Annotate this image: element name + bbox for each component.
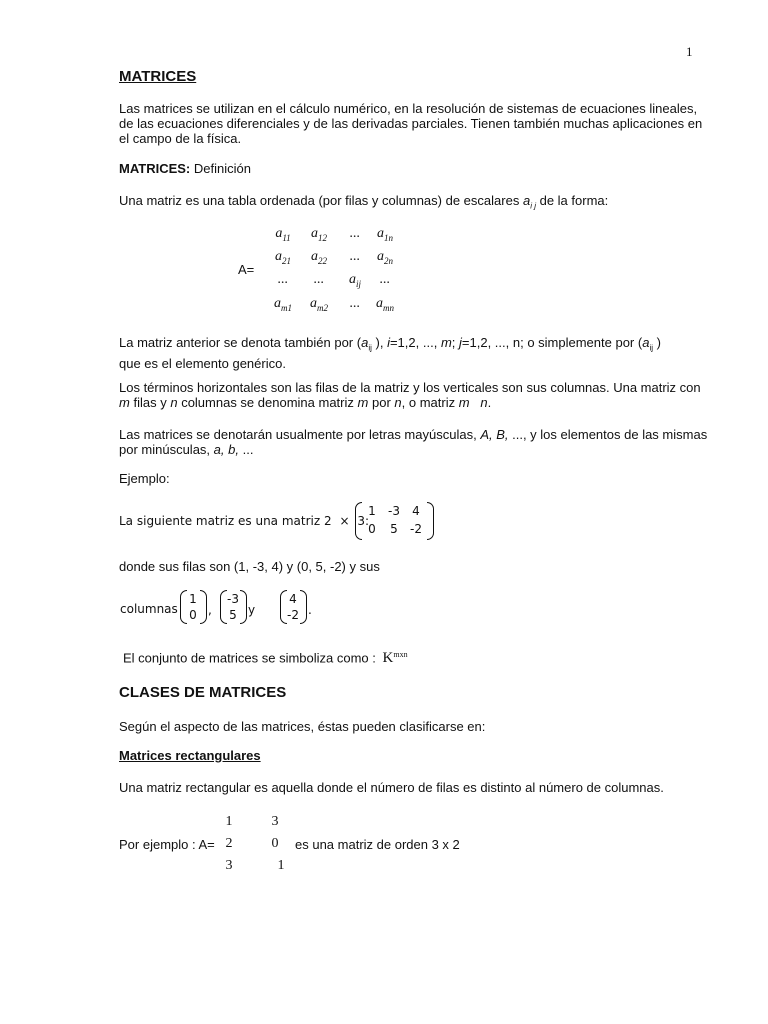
rows-text: donde sus filas son (1, -3, 4) y (0, 5, -2) y sus — [119, 559, 380, 574]
matrix-entry: ... — [349, 296, 361, 311]
right-parenthesis — [240, 590, 247, 624]
matrix-entry-subscript: 2n — [384, 255, 393, 266]
terms-text: Los términos horizontales son las filas de la matriz y los verticales son sus columnas. Una matriz con — [119, 380, 701, 395]
terms-text: por — [371, 395, 391, 410]
terms-var: m — [119, 395, 130, 410]
def-sentence-text: Una matriz es una tabla ordenada (por filas y columnas) de escalares — [119, 193, 520, 208]
matrix-entry: ... — [349, 249, 361, 264]
notation-text: La matriz anterior se denota también por ( — [119, 335, 362, 350]
matrix-entry: $a_{2n}$ — [377, 249, 393, 266]
columns-label: columnas — [120, 602, 178, 616]
matrix-entry: 2 — [225, 836, 233, 851]
columns-group — [180, 590, 320, 630]
page-title: MATRICES — [119, 68, 197, 85]
matrix-entry: $a_{12}$ — [311, 226, 327, 243]
matrix-entry: $a_{11}$ — [275, 226, 291, 243]
matrix-entry-subscript: 1n — [384, 232, 393, 243]
terms-var: m — [357, 395, 369, 410]
matrix-entry: $a_{mn}$ — [376, 296, 394, 313]
notation-text: ), — [375, 335, 384, 350]
rect-example-suffix: es una matriz de orden 3 x 2 — [295, 837, 460, 852]
matrix-entry-subscript: 11 — [282, 232, 291, 243]
def-sentence-after: de la forma: — [539, 193, 609, 208]
terms-var: m — [458, 395, 470, 410]
matrix-entry: 1 — [225, 814, 233, 829]
general-matrix — [266, 226, 416, 318]
matrix-entry: -2 — [410, 522, 422, 536]
matrix-entry-subscript: mn — [383, 302, 394, 313]
matrix-entry: ... — [277, 272, 289, 287]
matrix-entry-subscript: 21 — [282, 255, 291, 266]
subheading: Matrices rectangulares — [119, 748, 261, 763]
terms-var: n — [170, 395, 178, 410]
def-sentence-sub: i j — [530, 201, 536, 211]
column-separator: y — [248, 603, 256, 617]
definition-heading — [119, 161, 709, 176]
rect-matrix — [218, 814, 298, 874]
matrix-entry: $a_{ij}$ — [348, 272, 361, 289]
matrix-entry: ... — [349, 226, 361, 241]
matrix-entry: -2 — [287, 608, 299, 622]
example-matrix — [355, 502, 437, 542]
notation-sub: ij — [368, 343, 372, 353]
matrix-entry: -3 — [388, 504, 400, 518]
matrix-entry: $a_{m2}$ — [310, 296, 328, 313]
matrix-entry: 1 — [277, 858, 285, 873]
set-notation — [123, 650, 408, 667]
matrix-entry: 5 — [390, 522, 398, 536]
terms-text: , o matriz — [401, 395, 456, 410]
naming-text: ... — [242, 442, 254, 457]
terms-var: n — [394, 395, 402, 410]
def-sentence-var: a — [522, 193, 531, 208]
matrix-entry: 0 — [368, 522, 376, 536]
definition-label: MATRICES: — [119, 161, 191, 176]
matrix-entry: 3 — [225, 858, 233, 873]
notation-a: a — [642, 335, 650, 350]
matrix-entry: 4 — [412, 504, 420, 518]
example-label: Ejemplo: — [119, 471, 170, 486]
notation-a: a — [361, 335, 369, 350]
naming-text: Las matrices se denotarán usualmente por letras mayúsculas, — [119, 427, 477, 442]
matrix-entry: 0 — [189, 608, 197, 622]
notation-j: j — [459, 335, 462, 350]
naming-caps: A, B, — [480, 427, 509, 442]
matrix-entry-subscript: m2 — [317, 302, 328, 313]
naming-lows: a, b, — [213, 442, 239, 457]
terms-text: . — [487, 395, 492, 410]
matrix-entry: $a_{m1}$ — [274, 296, 292, 313]
column-separator: , — [208, 603, 212, 617]
matrix-entry-subscript: 12 — [318, 232, 327, 243]
classify-text: Según el aspecto de las matrices, éstas pueden clasificarse en: — [119, 719, 486, 734]
matrix-entry-subscript: 22 — [318, 255, 327, 266]
terms-text: columnas se denomina matriz — [181, 395, 354, 410]
notation-paragraph — [119, 335, 709, 371]
general-matrix-label: A= — [238, 262, 255, 277]
column-separator: . — [308, 603, 312, 617]
notation-line-2: que es el elemento genérico. — [119, 355, 286, 371]
terms-paragraph — [119, 380, 709, 410]
times-symbol: × — [339, 514, 350, 528]
right-parenthesis — [200, 590, 207, 624]
matrix-entry: ... — [379, 272, 391, 287]
section-heading: CLASES DE MATRICES — [119, 684, 287, 701]
definition-text: Definición — [193, 161, 251, 176]
page-number: 1 — [686, 44, 693, 59]
matrix-entry: $a_{22}$ — [311, 249, 327, 266]
notation-line-1 — [119, 335, 709, 356]
notation-text: =1,2, ..., — [389, 335, 438, 350]
terms-text: filas y — [133, 395, 167, 410]
intro-paragraph: Las matrices se utilizan en el cálculo numérico, en la resolución de sistemas de ecuaciones lineales, de las ecuaciones diferenciales y de las derivadas parciales. Tienen también muchas aplicaciones en el campo de la física. — [119, 101, 703, 146]
example-sentence — [119, 514, 369, 528]
notation-text: =1,2, ..., n; o simplemente por ( — [461, 335, 643, 350]
matrix-entry: $a_{1n}$ — [377, 226, 393, 243]
naming-paragraph — [119, 427, 709, 457]
example-dim: 3: — [357, 514, 370, 528]
notation-text: ) — [656, 335, 661, 350]
terms-var: n — [480, 395, 488, 410]
example-text: La siguiente matriz es una matriz 2 — [119, 514, 332, 528]
matrix-entry: 3 — [271, 814, 279, 829]
rect-definition: Una matriz rectangular es aquella donde el número de filas es distinto al número de columnas. — [119, 780, 664, 795]
matrix-entry: 5 — [229, 608, 237, 622]
matrix-entry-subscript: ij — [355, 278, 361, 289]
naming-text: ..., y los elementos de las mismas por minúsculas, — [119, 427, 708, 457]
notation-i: i — [387, 335, 390, 350]
matrix-entry-subscript: m1 — [281, 302, 292, 313]
set-sup: mxn — [393, 650, 408, 659]
notation-m: m — [440, 335, 452, 350]
set-symbol: K — [382, 650, 394, 667]
matrix-entry: 1 — [189, 592, 197, 606]
matrix-entry: $a_{21}$ — [275, 249, 291, 266]
matrix-entry: 4 — [289, 592, 297, 606]
definition-sentence — [119, 193, 709, 214]
right-parenthesis — [427, 502, 434, 540]
notation-text: ; — [451, 335, 456, 350]
matrix-entry: 0 — [271, 836, 279, 851]
set-notation-text: El conjunto de matrices se simboliza como : — [123, 650, 376, 666]
matrix-entry: -3 — [227, 592, 239, 606]
matrix-entry: ... — [313, 272, 325, 287]
matrix-entry: 1 — [368, 504, 376, 518]
rect-example-prefix: Por ejemplo : A= — [119, 837, 215, 852]
notation-sub: ij — [649, 343, 653, 353]
right-parenthesis — [300, 590, 307, 624]
